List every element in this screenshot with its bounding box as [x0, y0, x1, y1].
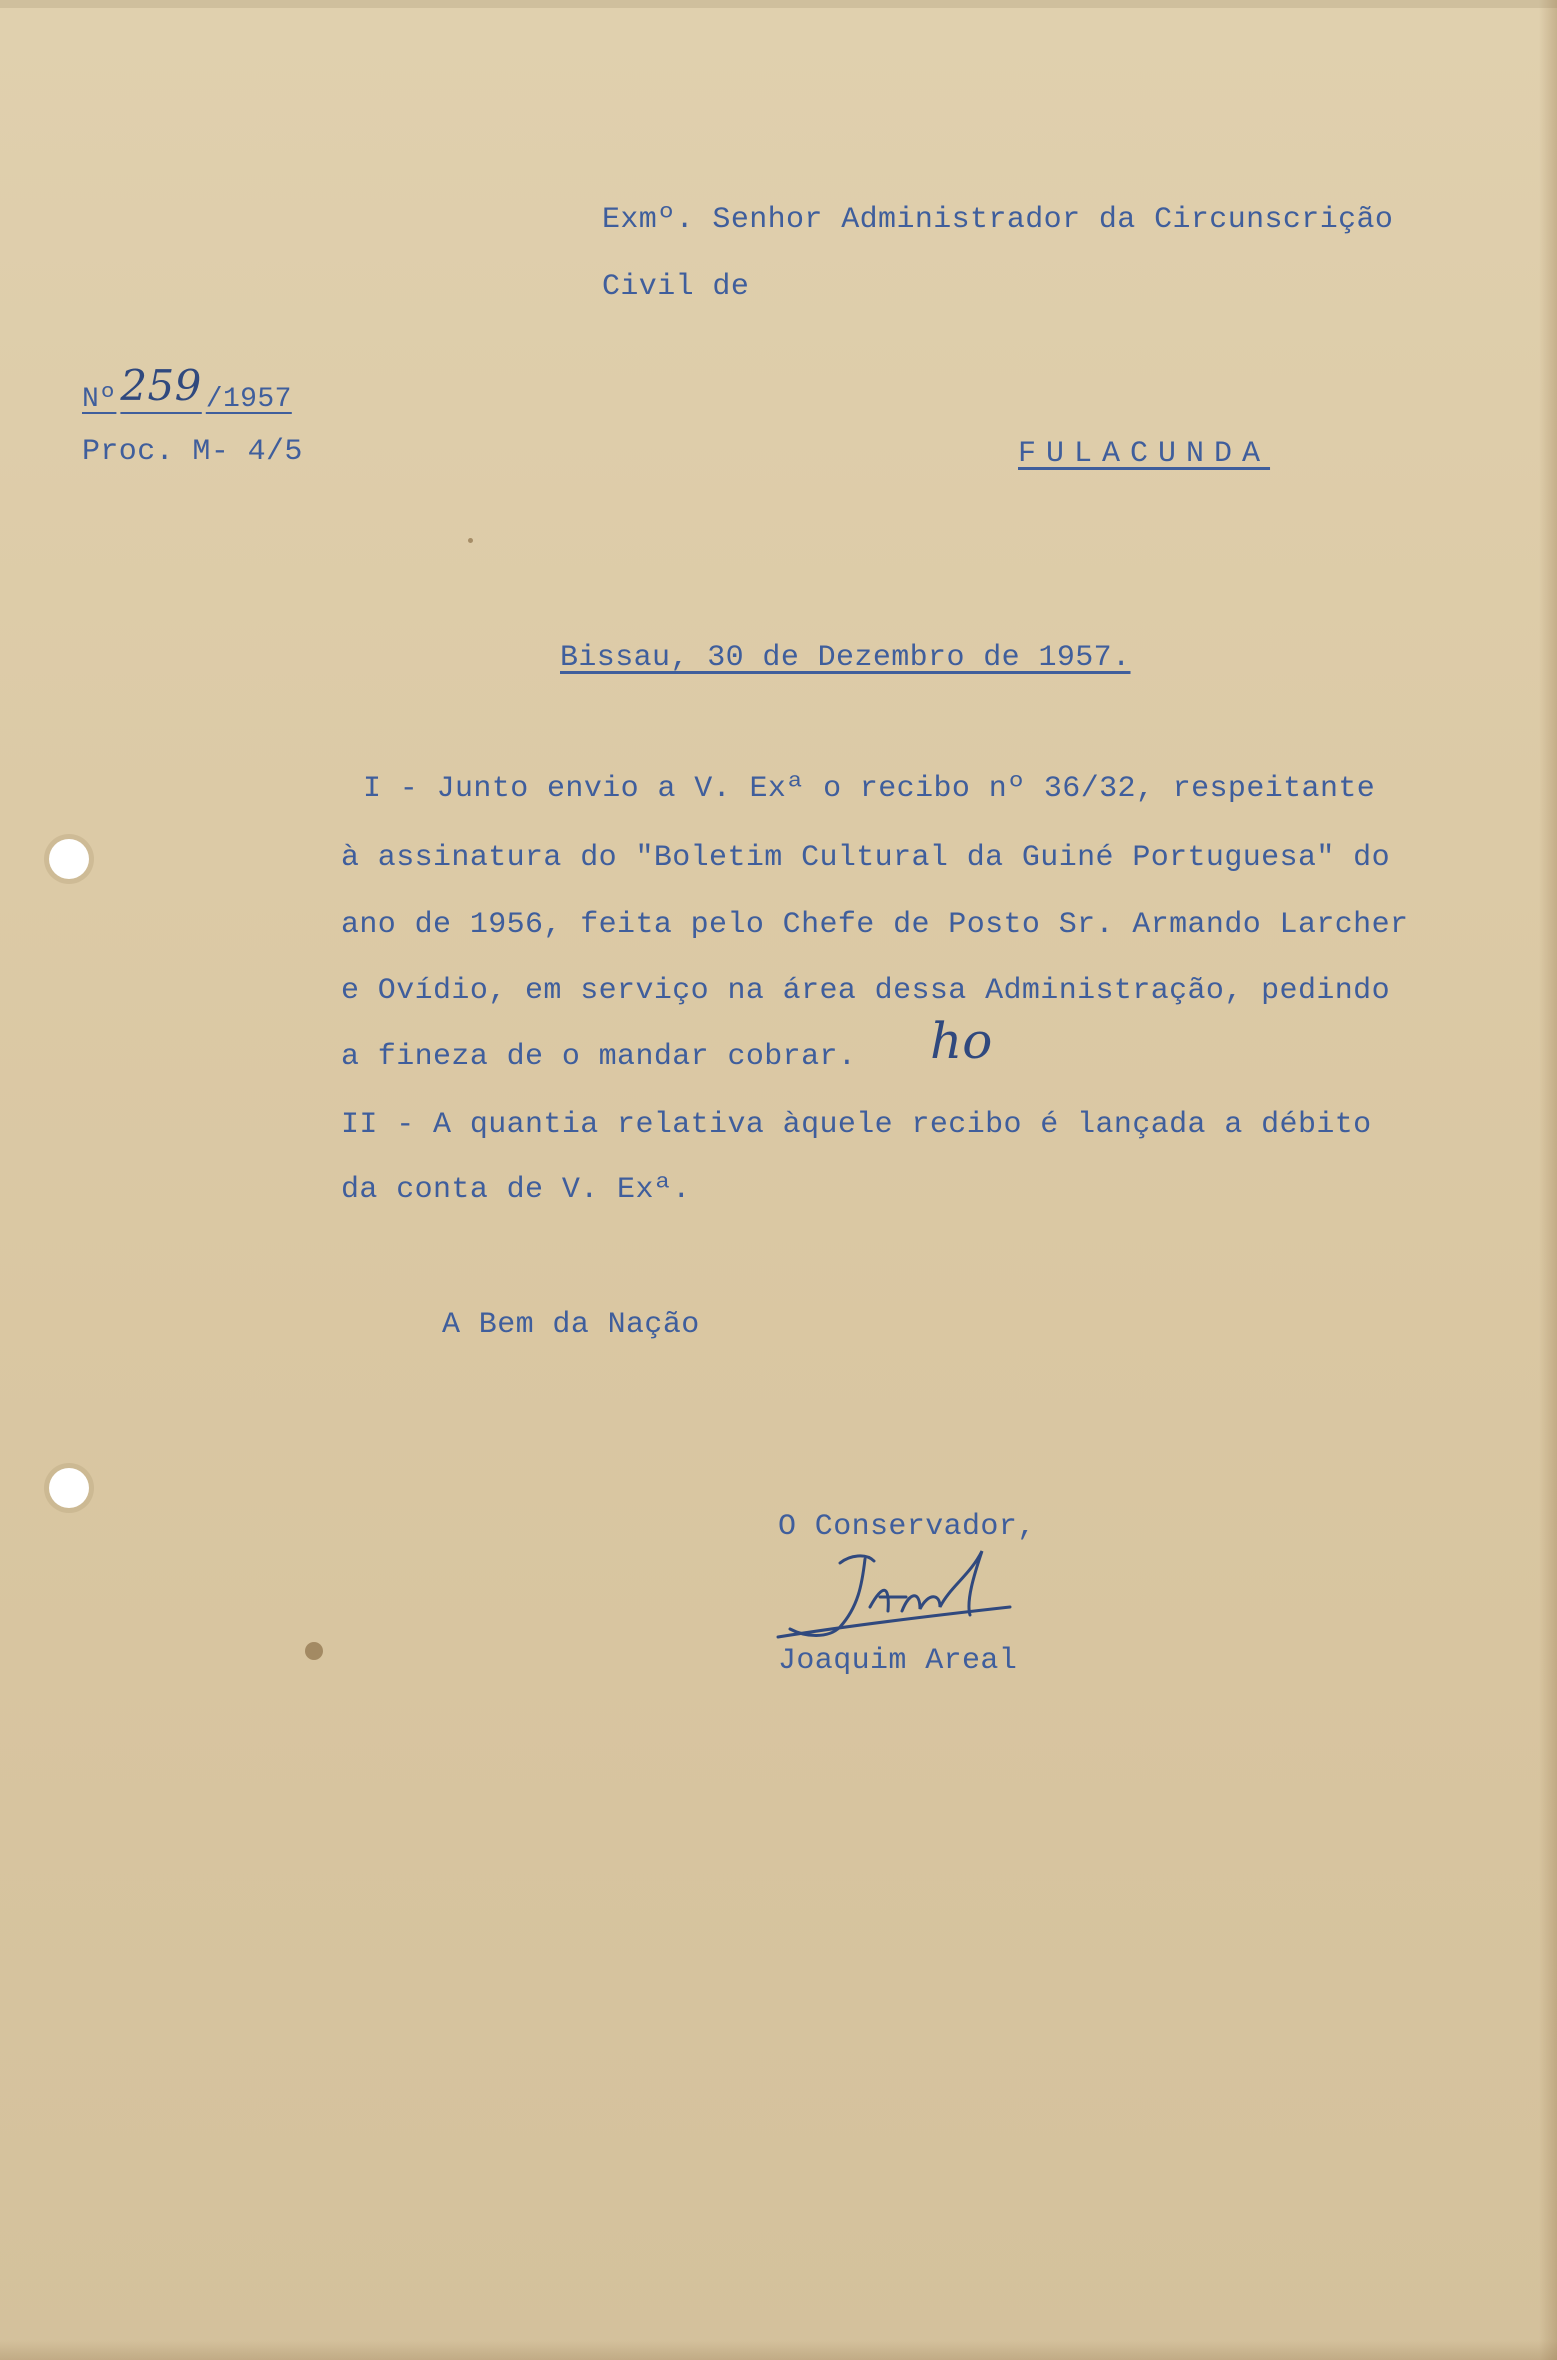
signature-underline — [778, 1607, 1010, 1637]
reference-number — [82, 361, 292, 415]
ink-spot-small — [468, 538, 473, 543]
addressee-line-2: Civil de — [602, 270, 750, 304]
paper-top-edge — [0, 0, 1557, 8]
paragraph-1-line-2: à assinatura do "Boletim Cultural da Guiné Portuguesa" do — [341, 841, 1390, 875]
paper-bottom-edge — [0, 2340, 1557, 2360]
addressee-line-1: Exmº. Senhor Administrador da Circunscrição — [602, 203, 1394, 237]
paragraph-2-line-1: II - A quantia relativa àquele recibo é lançada a débito — [341, 1108, 1372, 1142]
ink-spot — [305, 1642, 323, 1660]
process-reference: Proc. M- 4/5 — [82, 435, 303, 469]
signatory-name: Joaquim Areal — [778, 1644, 1018, 1678]
paragraph-1-line-4: e Ovídio, em serviço na área dessa Administração, pedindo — [341, 974, 1390, 1008]
paragraph-1-line-3: ano de 1956, feita pelo Chefe de Posto Sr. Armando Larcher — [341, 908, 1409, 942]
punch-hole-upper — [49, 839, 89, 879]
signature-stroke-2 — [870, 1551, 982, 1615]
signature-title: O Conservador, — [778, 1510, 1036, 1544]
closing: A Bem da Nação — [442, 1308, 700, 1342]
reference-number-year: /1957 — [205, 384, 292, 415]
reference-number-handwritten: 259 — [120, 361, 202, 410]
destination: FULACUNDA — [1018, 437, 1271, 471]
paragraph-1-line-5: a fineza de o mandar cobrar. — [341, 1040, 857, 1074]
reference-number-prefix: Nº — [82, 384, 117, 415]
paragraph-2-line-2: da conta de V. Exª. — [341, 1173, 691, 1207]
date-line: Bissau, 30 de Dezembro de 1957. — [560, 641, 1131, 675]
paragraph-1-line-1: I - Junto envio a V. Exª o recibo nº 36/32, respeitante — [363, 772, 1376, 806]
handwritten-mark: ho — [930, 1012, 993, 1070]
punch-hole-lower — [49, 1468, 89, 1508]
paper-right-edge — [1539, 0, 1557, 2360]
